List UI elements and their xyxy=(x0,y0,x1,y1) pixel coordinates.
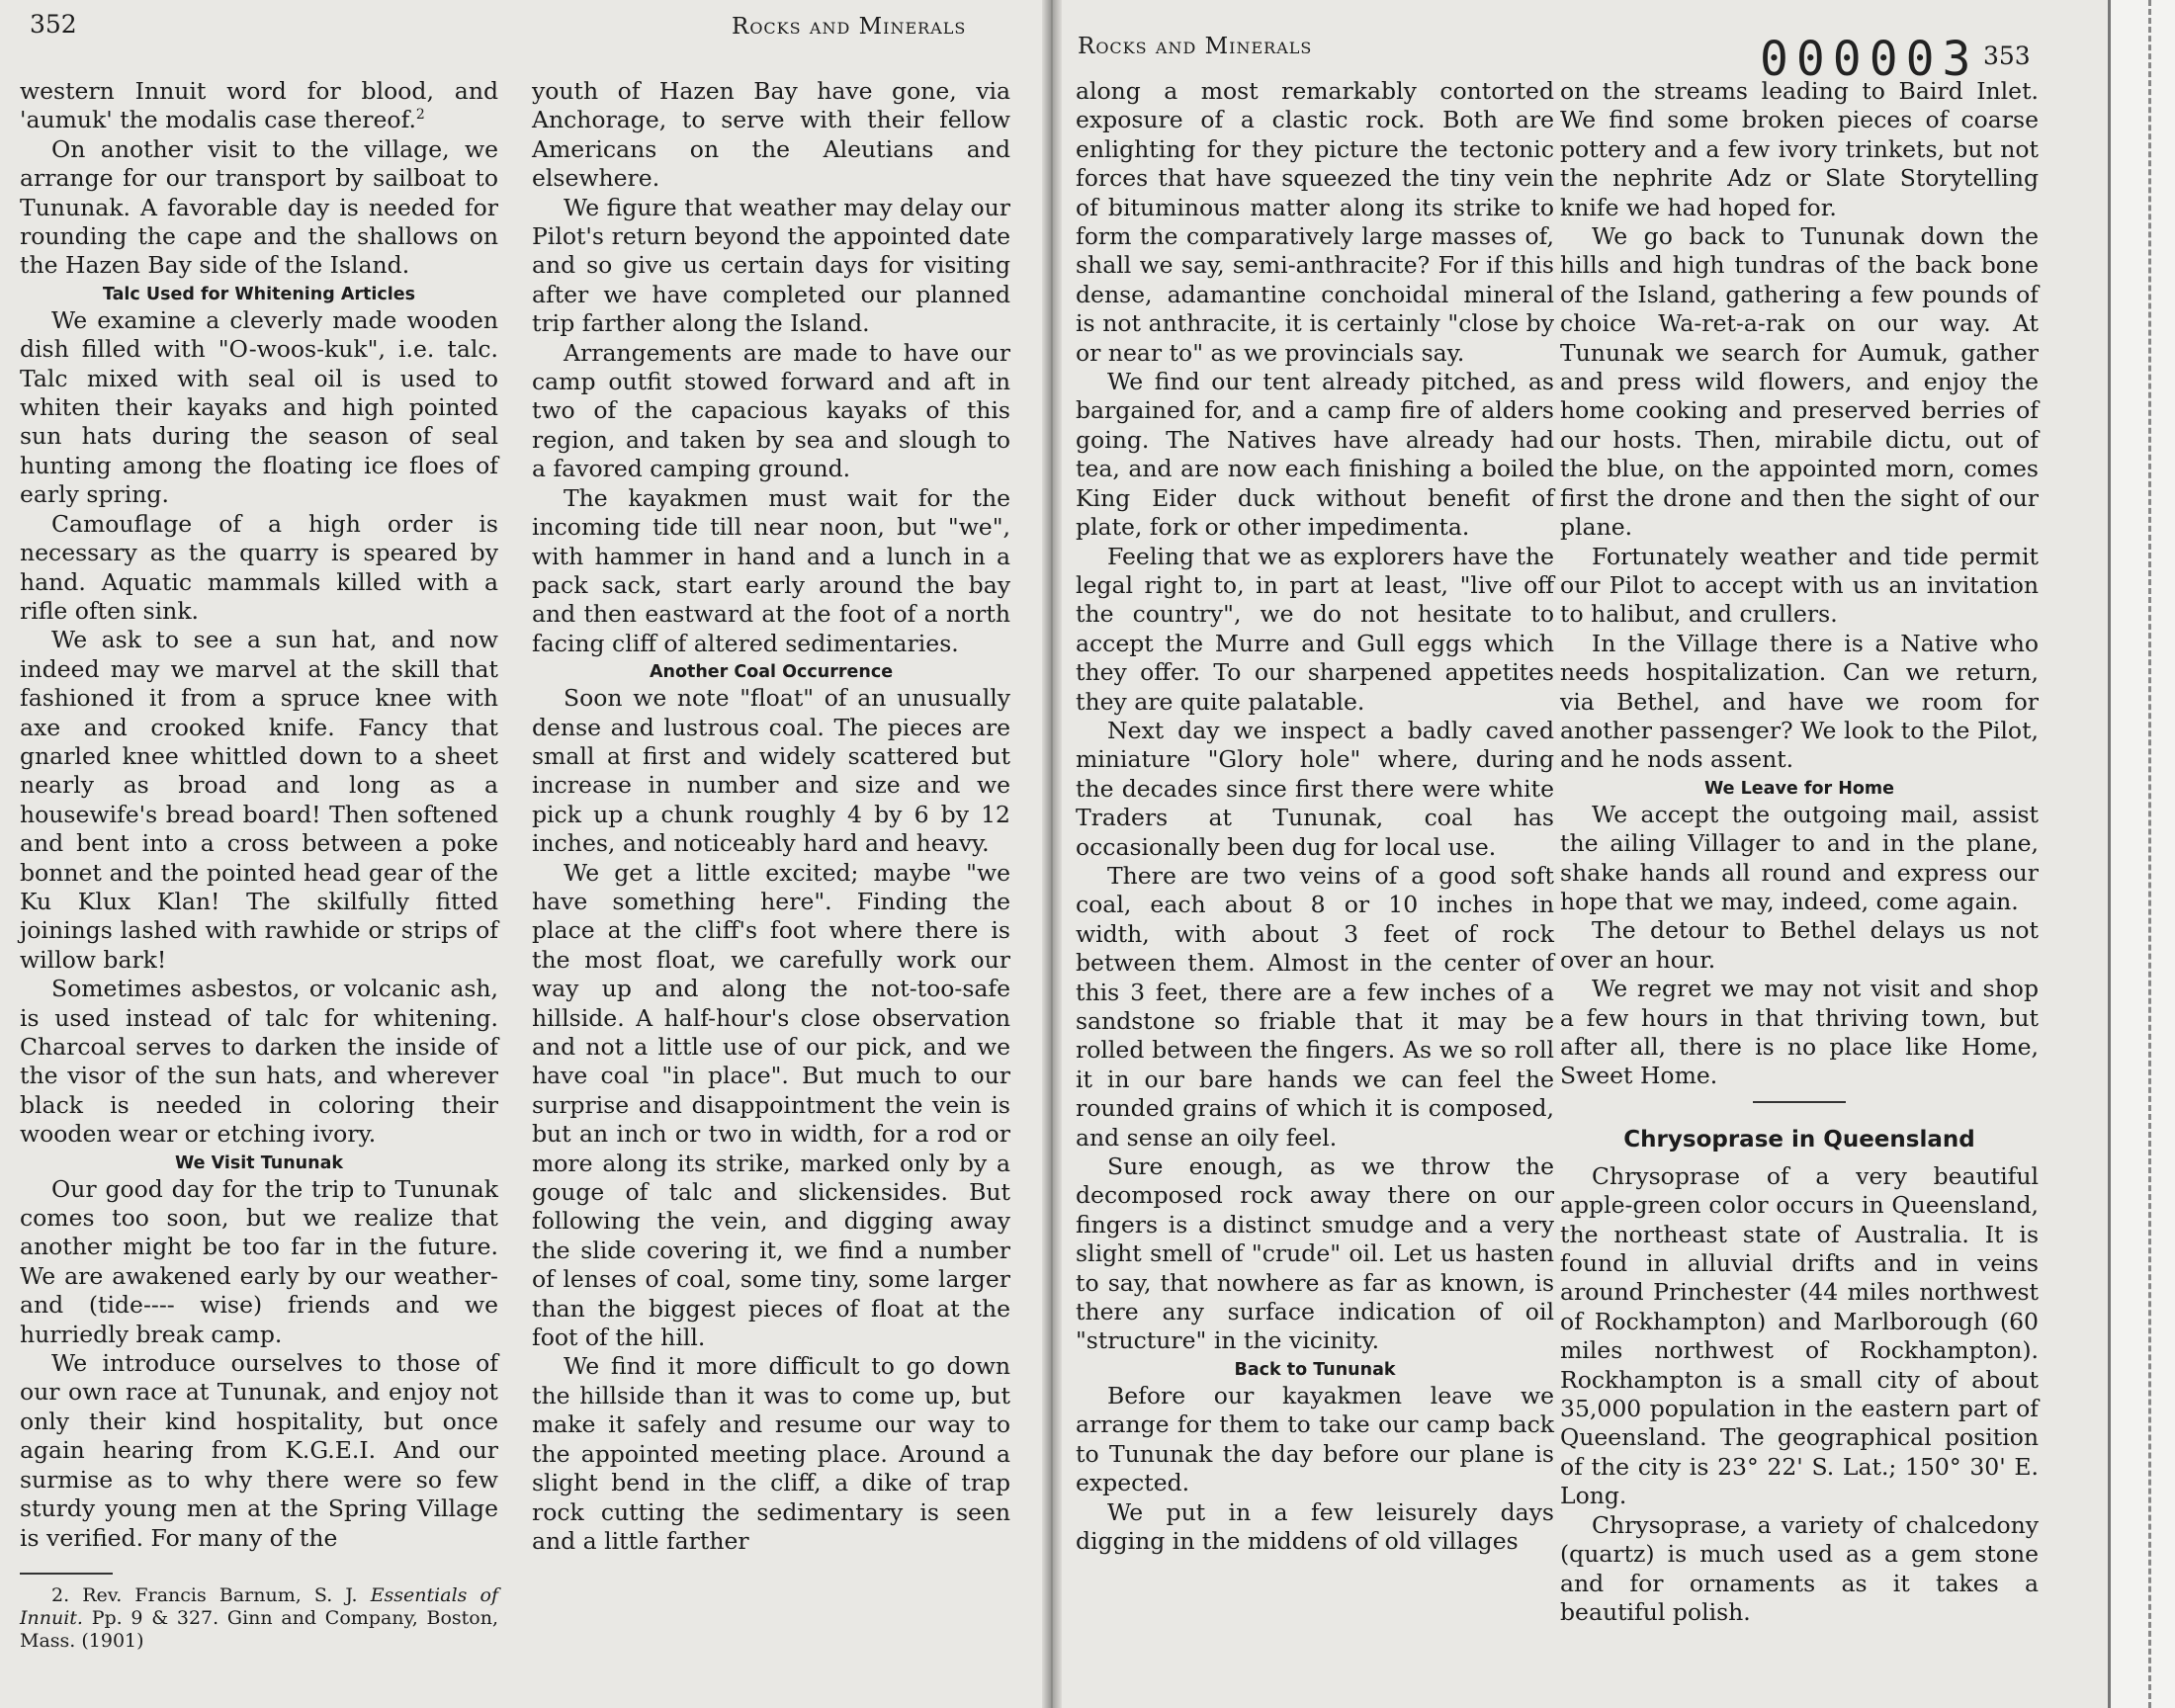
paragraph: There are two veins of a good soft coal, each about 8 or 10 inches in width, with about 3 feet of rock between them. Almost in the center of this 3 feet, there are a few inches of a sandstone so friable that it may be rolled between the fingers. As we so roll it in our bare hands we can feel the rounded grains of which it is composed, and sense an oily feel. xyxy=(1076,861,1554,1152)
page-stamp: 000003 xyxy=(1760,32,1979,87)
paragraph: We introduce ourselves to those of our own race at Tununak, and enjoy not only their kind hospitality, but once again hearing from K.G.E.I. And our surmise as to why there were so few sturdy young men at the Spring Village is verified. For many of the xyxy=(20,1349,498,1552)
left-column-1 xyxy=(20,77,498,1653)
paragraph: In the Village there is a Native who needs hospitalization. Can we return, via Bethel, and have we room for another passenger? We look to the Pilot, and he nods assent. xyxy=(1560,629,2039,774)
left-page-number: 352 xyxy=(30,10,77,39)
paragraph: Feeling that we as explorers have the legal right to, in part at least, "live off the country", we do not hesitate to accept the Murre and Gull eggs which they offer. To our sharpened appetites they are quite palatable. xyxy=(1076,542,1554,716)
paragraph: Sometimes asbestos, or volcanic ash, is used instead of talc for whitening. Charcoal serves to darken the inside of the visor of the sun hats, and wherever black is needed in coloring their wooden wear or etching ivory. xyxy=(20,975,498,1149)
paragraph: Camouflage of a high order is necessary as the quarry is speared by hand. Aquatic mammals killed with a rifle often sink. xyxy=(20,509,498,625)
section-heading: We Leave for Home xyxy=(1704,778,1894,799)
paragraph: We get a little excited; maybe "we have something here". Finding the place at the cliff's foot where there is the most float, we carefully work our way up and along the not-too-safe hillside. A half-hour's close observation and not a little use of our pick, and we have coal "in place". But much to our surprise and disappointment the vein is but an inch or two in width, for a rod or more along its strike, marked only by a gouge of talc and slickensides. But following the vein, and digging away the slide covering it, we find a number of lenses of coal, some tiny, some larger than the biggest pieces of float at the foot of the hill. xyxy=(532,858,1010,1352)
book-gutter xyxy=(1042,0,1062,1708)
paragraph: Chrysoprase of a very beautiful apple-green color occurs in Queensland, the northeast state of Australia. It is found in alluvial drifts and in veins around Princhester (44 miles northwest of Rockhampton) and Marlborough (60 miles northwest of Rockhampton). Rockhampton is a small city of about 35,000 population in the eastern part of Queensland. The geographical position of the city is 23° 22' S. Lat.; 150° 30' E. Long. xyxy=(1560,1161,2039,1510)
paragraph: on the streams leading to Baird Inlet. We find some broken pieces of coarse pottery and a few ivory trinkets, but not the nephrite Adz or Slate Storytelling knife we had hoped for. xyxy=(1560,77,2039,221)
paragraph: The kayakmen must wait for the incoming tide till near noon, but "we", with hammer in hand and a lunch in a pack sack, start early around the bay and then eastward at the foot of a north facing cliff of altered sedimentaries. xyxy=(532,483,1010,657)
footnote-rest: Pp. 9 & 327. Ginn and Company, Boston, Mass. (1901) xyxy=(20,1606,498,1652)
paragraph: Chrysoprase, a variety of chalcedony (quartz) is much used as a gem stone and for ornaments as it takes a beautiful polish. xyxy=(1560,1510,2039,1626)
section-heading: We Visit Tununak xyxy=(174,1153,344,1173)
paragraph: Sure enough, as we throw the decomposed rock away there on our fingers is a distinct smudge and a very slight smell of "crude" oil. Let us hasten to say, that nowhere as far as known, is there any surface indication of oil "structure" in the vicinity. xyxy=(1076,1153,1554,1355)
section-heading: Another Coal Occurrence xyxy=(649,662,894,683)
margin-dashed-line xyxy=(2148,0,2151,1708)
footnote xyxy=(20,1584,498,1653)
footnote-rule xyxy=(20,1573,113,1575)
left-running-head: Rocks and Minerals xyxy=(732,14,967,40)
paragraph: We find our tent already pitched, as bargained for, and a camp fire of alders going. The Natives have already had tea, and are now each finishing a boiled King Eider duck without benefit of plate, fork or other impedimenta. xyxy=(1076,368,1554,542)
paragraph: On another visit to the village, we arrange for our transport by sailboat to Tununak. A favorable day is needed for rounding the cape and the shallows on the Hazen Bay side of the Island. xyxy=(20,134,498,280)
section-divider xyxy=(1753,1101,1846,1103)
paragraph: Our good day for the trip to Tununak comes too soon, but we realize that another might be too far in the future. We are awakened early by our weather-and (tide---- wise) friends and we hurriedly break camp. xyxy=(20,1174,498,1348)
paragraph: We go back to Tununak down the hills and high tundras of the back bone of the Island, gathering a few pounds of choice Wa-ret-a-rak on our way. At Tununak we search for Aumuk, gather and press wild flowers, and enjoy the home cooking and preserved berries of our hosts. Then, mirabile dictu, out of the blue, on the appointed morn, comes first the drone and then the sight of our plane. xyxy=(1560,222,2039,542)
paragraph: We put in a few leisurely days digging in the middens of old villages xyxy=(1076,1497,1554,1555)
paragraph: We accept the outgoing mail, assist the ailing Villager to and in the plane, shake hands all round and express our hope that we may, indeed, come again. xyxy=(1560,800,2039,915)
section-heading: Talc Used for Whitening Articles xyxy=(102,284,416,304)
paragraph: We ask to see a sun hat, and now indeed may we marvel at the skill that fashioned it from a spruce knee with axe and crooked knife. Fancy that gnarled knee whittled down to a sheet nearly as broad and long as a housewife's bread board! Then softened and bent into a cross between a poke bonnet and the pointed head gear of the Ku Klux Klan! The skilfully fitted joinings lashed with rawhide or strips of willow bark! xyxy=(20,626,498,974)
section-heading: Back to Tununak xyxy=(1234,1359,1396,1380)
paragraph: Arrangements are made to have our camp outfit stowed forward and aft in two of the capacious kayaks of this region, and taken by sea and slough to a favored camping ground. xyxy=(532,338,1010,483)
paragraph: Soon we note "float" of an unusually dense and lustrous coal. The pieces are small at first and widely scattered but increase in number and size and we pick up a chunk roughly 4 by 6 by 12 inches, and noticeably hard and heavy. xyxy=(532,684,1010,858)
right-column-1 xyxy=(1076,77,1554,1556)
left-column-2 xyxy=(532,77,1010,1556)
footnote-title: Essentials of Innuit. xyxy=(20,1583,498,1629)
right-running-head: Rocks and Minerals xyxy=(1078,34,1313,59)
paragraph: We examine a cleverly made wooden dish filled with "O-woos-kuk", i.e. talc. Talc mixed with seal oil is used to whiten their kayaks and high pointed sun hats during the season of seal hunting among the floating ice floes of early spring. xyxy=(20,305,498,509)
article-title: Chrysoprase in Queensland xyxy=(1623,1126,1975,1153)
paragraph: Fortunately weather and tide permit our Pilot to accept with us an invitation to halibut, and crullers. xyxy=(1560,542,2039,629)
right-margin-strip xyxy=(2108,0,2175,1708)
paragraph: We figure that weather may delay our Pilot's return beyond the appointed date and so give us certain days for visiting after we have completed our planned trip farther along the Island. xyxy=(532,193,1010,338)
right-page-number: 353 xyxy=(1983,42,2031,70)
paragraph: youth of Hazen Bay have gone, via Anchorage, to serve with their fellow Americans on the Aleutians and elsewhere. xyxy=(532,77,1010,193)
paragraph: We find it more difficult to go down the hillside than it was to come up, but make it safely and resume our way to the appointed meeting place. Around a slight bend in the cliff, a dike of trap rock cutting the sedimentary is seen and a little farther xyxy=(532,1352,1010,1555)
right-column-2 xyxy=(1560,77,2039,1627)
paragraph: along a most remarkably contorted exposure of a clastic rock. Both are enlighting for they picture the tectonic forces that have squeezed the tiny vein of bituminous matter along its strike to form the comparatively large masses of, shall we say, semi-anthracite? For if this dense, adamantine conchoidal mineral is not anthracite, it is certainly "close by or near to" as we provincials say. xyxy=(1076,77,1554,367)
paragraph: Next day we inspect a badly caved miniature "Glory hole" where, during the decades since first there were white Traders at Tununak, coal has occasionally been dug for local use. xyxy=(1076,716,1554,861)
footnote-lead: 2. Rev. Francis Barnum, S. J. xyxy=(51,1583,371,1606)
paragraph: Before our kayakmen leave we arrange for them to take our camp back to Tununak the day before our plane is expected. xyxy=(1076,1381,1554,1497)
footnote-mark: 2 xyxy=(415,107,425,124)
paragraph: western Innuit word for blood, and 'aumuk' the modalis case thereof.$^2$ xyxy=(20,77,498,134)
paragraph: We regret we may not visit and shop a few hours in that thriving town, but after all, there is no place like Home, Sweet Home. xyxy=(1560,975,2039,1090)
paragraph: The detour to Bethel delays us not over an hour. xyxy=(1560,916,2039,974)
